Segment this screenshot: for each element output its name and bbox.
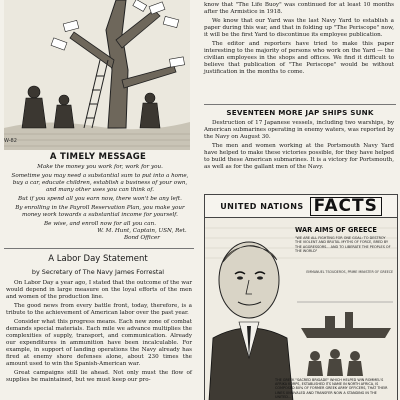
article-paragraph: The good news from every battle front, today, therefore, is a tribute to the achievement of American labor over the past year.: [6, 303, 192, 316]
article-paragraph: The editor and reporters have tried to make this paper interesting to the majority of persons who work on the Yard — the civilian employees in the shops and offices. We find it difficult to believe that publication of "The Periscope" would be without justification in the months to come.: [204, 41, 394, 75]
article-paragraph: Consider what this progress means. Each new zone of combat demands special materials. Each mile we advance multiplies the complexities of supply, transport, and communication. Already our expenditures in ammunition have been incalculable. For example, in support of landing operations the Navy already has fired at enemy shore defenses alone, about 230 times the amount used to win the Spanish-American war.: [6, 319, 192, 367]
article-paragraph: Great campaigns still lie ahead. Not only must the flow of supplies be maintained, but we must keep our pro-: [6, 370, 192, 383]
cartoon-code: W-82: [4, 138, 17, 144]
article-paragraph: The men and women working at the Portsmouth Navy Yard have helped to make these victories possible, for they have helped to build these American submarines. It is a victory for Portsmouth, as well as for the gallant men of the Navy.: [204, 143, 394, 170]
article-paragraph: We know that our Yard was the last Navy Yard to establish a paper during this war, and that in folding up "The Periscope" now, it will be the first Yard to discontinue its employee publication.: [204, 18, 394, 38]
greece-quote: "WE ARE ALL FIGHTING FOR ONE GOAL: TO DESTROY THE VIOLENT AND BRUTAL MYTHS OF FORCE, BRED BY THE AGGRESSORS... AND TO LIBERATE THE PEOPLES OF THE WORLD": [295, 236, 391, 254]
cartoon-illustration: [4, 0, 190, 150]
message-line: By enrolling in the Payroll Reservation Plan, you make your money work towards a substantial income for yourself.: [15, 205, 185, 218]
message-line: But if you spend all you earn now, there won't be any left.: [18, 196, 182, 202]
article-paragraph: Destruction of 17 Japanese vessels, including two warships, by American submarines operating in enemy waters, was reported by the Navy on August 30.: [204, 120, 394, 140]
labor-day-byline: by Secretary of The Navy James Forrestal: [31, 268, 165, 276]
money-tree-cartoon-icon: [4, 0, 190, 150]
labor-day-title: A Labor Day Statement: [48, 254, 148, 264]
right-column: [200, 0, 400, 400]
sacred-brigade-text: THE GREEK "SACRED BRIGADE" WHICH HELPED WIN ROMMEL'S AFRIKA KORPS, ESTABLISHED ITS NAME IN NORTH AFRICA, IS COMPOSED 80% OF FORMER GREEK ARMY OFFICERS, THAT THEIR LINES UNRIVALED AND TRANSFER NOW A STANDING IN THE UNITED...: [275, 378, 388, 399]
labor-day-article: [6, 280, 192, 386]
article-paragraph: On Labor Day a year ago, I stated that the outcome of the war would depend in large measure on the loyal efforts of the men and women of the production line.: [6, 280, 192, 300]
message-line: Sometime you may need a substantial sum to put into a home, buy a car, educate children, establish a business of your own, and many other uses you can think of.: [11, 173, 189, 193]
greece-heading: WAR AIMS OF GREECE: [295, 226, 377, 234]
greece-attribution: EMMANUEL TSOUDEROS, PRIME MINISTER OF GREECE: [306, 270, 393, 274]
divider: [4, 248, 194, 249]
signature-name: W. M. Hunt, Captain, USN, Ret.: [97, 228, 187, 234]
ships-sunk-article: [204, 120, 394, 173]
article-paragraph: know that "The Life Buoy" was continued for at least 10 months after the Armistice in 1918.: [204, 2, 394, 15]
message-signature: [92, 228, 192, 242]
left-column: [0, 0, 196, 400]
message-title: A TIMELY MESSAGE: [49, 152, 147, 162]
message-body: [8, 164, 192, 230]
ships-sunk-title: SEVENTEEN MORE JAP SHIPS SUNK: [226, 108, 374, 117]
periscope-article: [204, 2, 394, 78]
facts-header: [205, 195, 397, 218]
facts-artwork: [205, 218, 397, 400]
facts-header-label: UNITED NATIONS: [220, 201, 304, 211]
message-line: Make the money you work for, work for you.: [37, 164, 163, 170]
facts-header-word: FACTS: [310, 197, 382, 216]
signature-title: Bond Officer: [124, 235, 160, 241]
divider: [204, 104, 396, 105]
message-line: Be wise, and enroll now for all you can.: [44, 221, 156, 227]
united-nations-facts-box: [204, 194, 398, 400]
